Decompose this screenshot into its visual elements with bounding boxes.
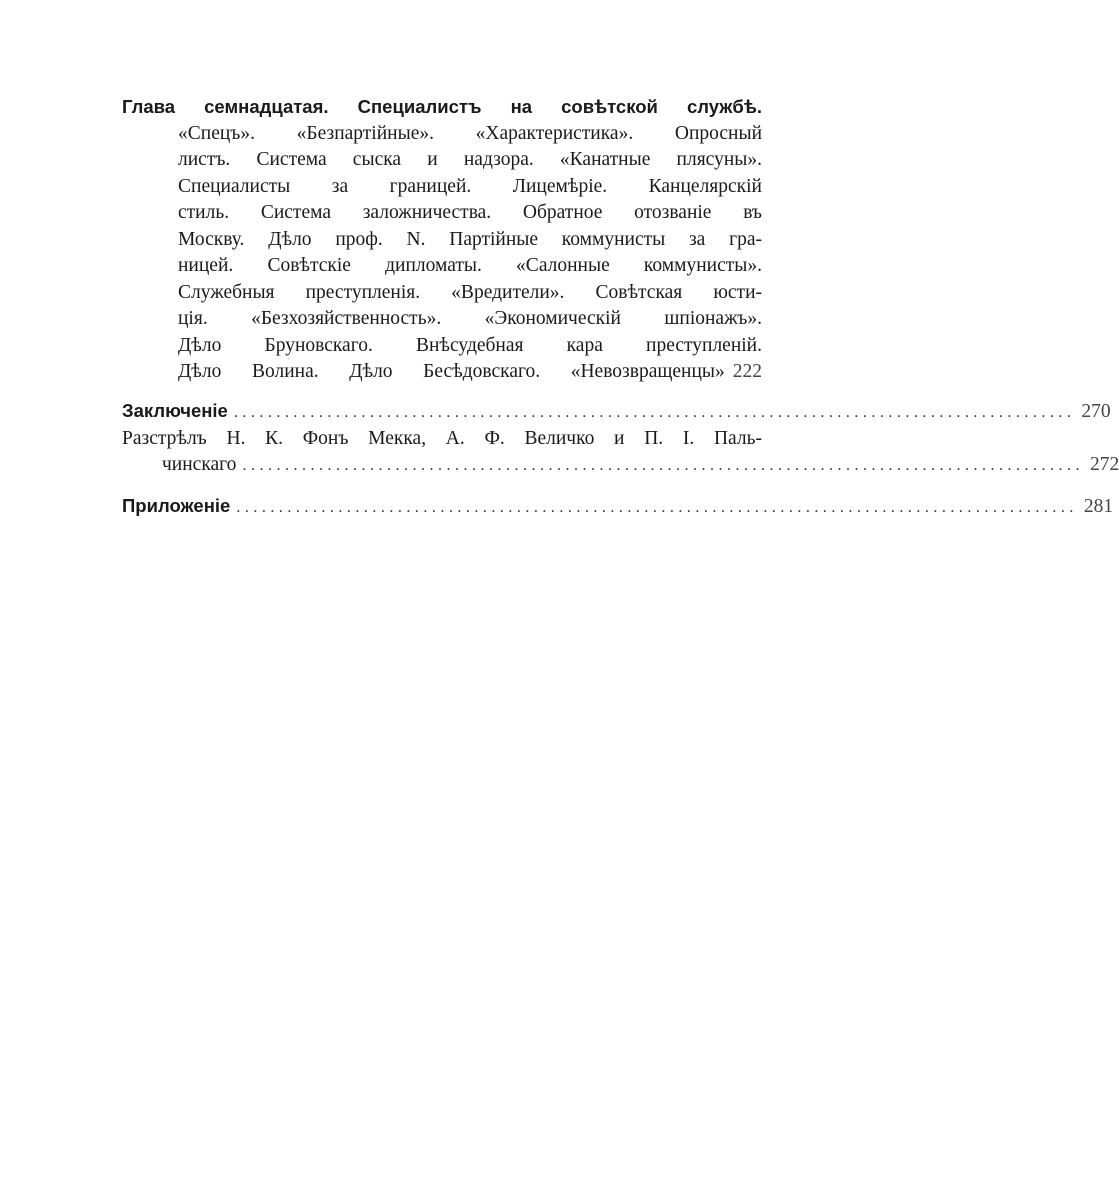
toc-entry-appendix: [122, 493, 1114, 521]
summary-line: Дѣло Волина. Дѣло Бесѣдовскаго. «Невозвращенцы»: [178, 361, 725, 382]
summary-line: стиль. Система заложничества. Обратное отозваніе въ: [178, 202, 762, 223]
summary-line: Служебныя преступленія. «Вредители». Совѣтская юсти-: [178, 281, 762, 303]
entry-title: Заключеніе: [122, 399, 228, 421]
toc-entry-chapter-17: [122, 94, 762, 386]
toc-entry-execution: [122, 426, 1119, 479]
chapter-heading: Глава семнадцатая. Специалистъ на совѣтской службѣ.: [122, 96, 762, 117]
entry-title: Приложеніе: [122, 494, 231, 516]
page-number: 272: [1089, 453, 1119, 475]
summary-line: ницей. Совѣтскіе дипломаты. «Салонные коммунисты».: [178, 255, 762, 276]
entry-title-continued: чинскаго: [162, 453, 237, 475]
toc-entry-conclusion: [122, 398, 1111, 426]
table-of-contents: [122, 94, 1119, 521]
page-number: 222: [732, 361, 762, 382]
summary-line: «Спецъ». «Безпартійные». «Характеристика». Опросный: [178, 122, 762, 144]
summary-last-line: [178, 359, 762, 386]
chapter-summary: [122, 121, 762, 386]
entry-title: Разстрѣлъ Н. К. Фонъ Мекка, А. Ф. Величко и П. І. Паль-: [122, 427, 762, 449]
entry-continuation: [122, 452, 1119, 479]
summary-line: ція. «Безхозяйственность». «Экономическій шпіонажъ».: [178, 308, 762, 329]
dot-leader: ...................................................................................................: [242, 456, 1084, 474]
summary-line: Дѣло Бруновскаго. Внѣсудебная кара преступленій.: [178, 334, 762, 356]
page-number: 281: [1083, 495, 1114, 517]
summary-line: Специалисты за границей. Лицемѣріе. Канцелярскій: [178, 175, 762, 197]
dot-leader: ...................................................................................................: [233, 403, 1076, 421]
summary-line: Москву. Дѣло проф. N. Партійные коммунисты за гра-: [178, 228, 762, 250]
summary-line: листъ. Система сыска и надзора. «Канатные плясуны».: [178, 149, 762, 170]
page-number: 270: [1081, 400, 1111, 422]
dot-leader: ...................................................................................................: [236, 498, 1078, 516]
